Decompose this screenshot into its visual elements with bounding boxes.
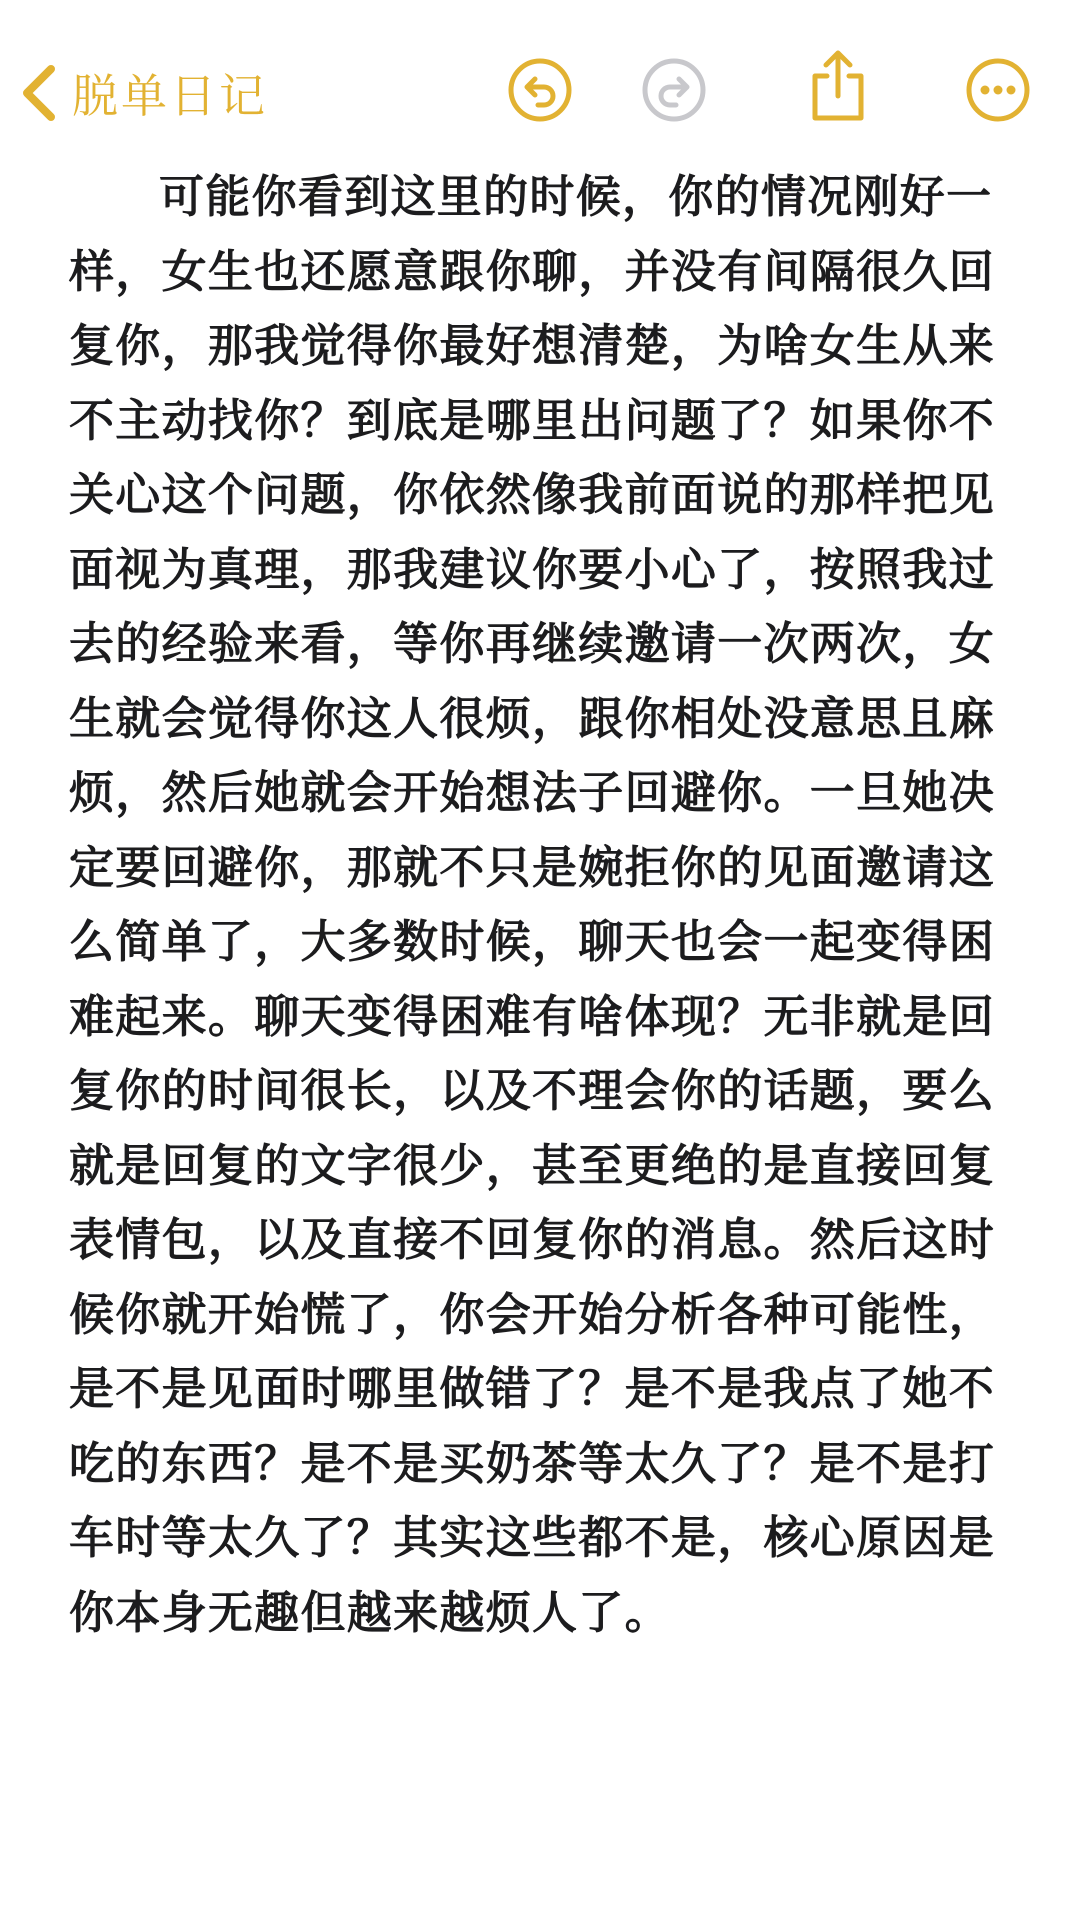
redo-button[interactable] (634, 50, 714, 130)
share-button[interactable] (798, 42, 878, 130)
undo-button[interactable] (500, 50, 580, 130)
note-body-text[interactable]: 可能你看到这里的时候，你的情况刚好一样，女生也还愿意跟你聊，并没有间隔很久回复你，那我觉得你最好想清楚，为啥女生从来不主动找你？到底是哪里出问题了？如果你不关心这个问题，你依然像我前面说的那样把见面视为真理，那我建议你要小心了，按照我过去的经验来看，等你再继续邀请一次两次，女生就会觉得你这人很烦，跟你相处没意思且麻烦，然后她就会开始想法子回避你。一旦她决定要回避你，那就不只是婉拒你的见面邀请这么简单了，大多数时候，聊天也会一起变得困难起来。聊天变得困难有啥体现？无非就是回复你的时间很长，以及不理会你的话题，要么就是回复的文字很少，甚至更绝的是直接回复表情包，以及直接不回复你的消息。然后这时候你就开始慌了，你会开始分析各种可能性，是不是见面时哪里做错了？是不是我点了她不吃的东西？是不是买奶茶等太久了？是不是打车时等太久了？其实这些都不是，核心原因是你本身无趣但越来越烦人了。 (69, 170, 996, 1639)
back-label: 脱单日记 (72, 69, 268, 123)
redo-icon (641, 57, 707, 123)
navigation-bar (0, 0, 1080, 170)
chevron-left-icon (18, 61, 58, 125)
share-icon (807, 48, 869, 124)
back-button[interactable] (18, 55, 268, 131)
undo-icon (507, 57, 573, 123)
more-button[interactable] (958, 50, 1038, 130)
more-icon (965, 57, 1031, 123)
